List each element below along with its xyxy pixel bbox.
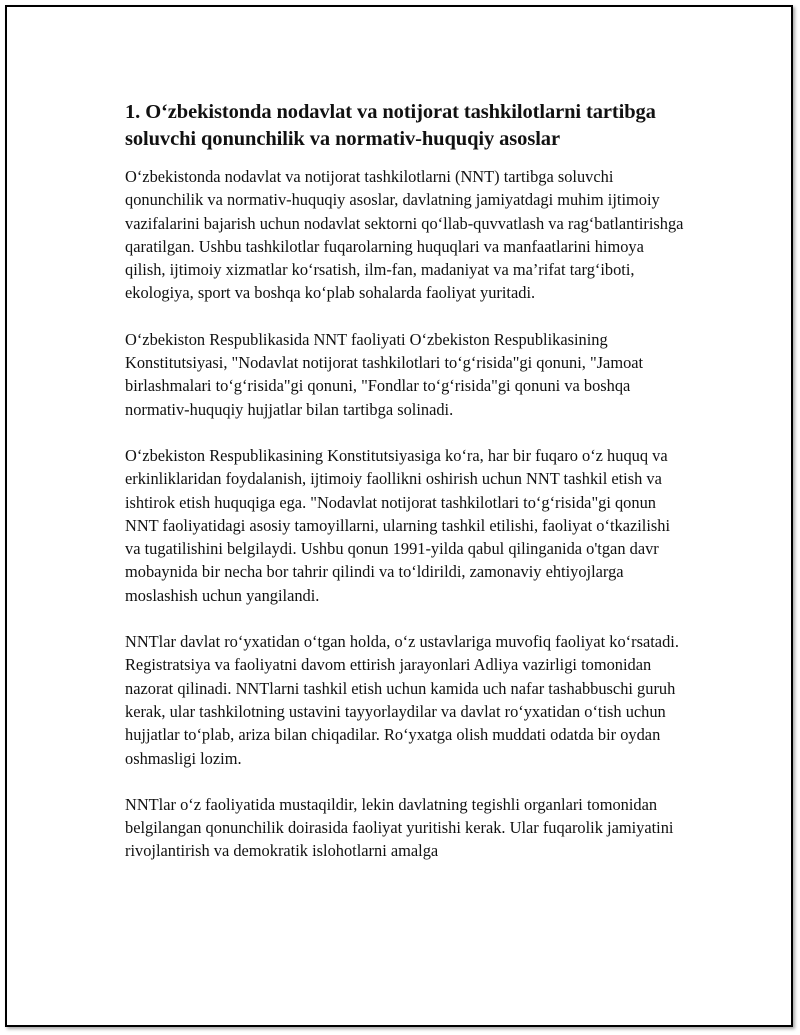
paragraph-1: O‘zbekistonda nodavlat va notijorat tashkilotlarni (NNT) tartibga soluvchi qonunchilik va normativ-huquqiy asoslar, davlatning jamiyatdagi muhim ijtimoiy vazifalarini bajarish uchun nodavlat sektorni qo‘llab-quvvatlash va rag‘batlantirishga qaratilgan. Ushbu tashkilotlar fuqarolarning huquqlari va manfaatlarini himoya qilish, ijtimoiy xizmatlar ko‘rsatish, ilm-fan, madaniyat va ma’rifat targ‘iboti, ekologiya, sport va boshqa ko‘plab sohalarda faoliyat yuritadi. <box>125 167 684 303</box>
paragraph-2: O‘zbekiston Respublikasida NNT faoliyati O‘zbekiston Respublikasining Konstitutsiyasi, "Nodavlat notijorat tashkilotlari to‘g‘risida"gi qonuni, "Jamoat birlashmalari to‘g‘risida"gi qonuni, "Fondlar to‘g‘risida"gi qonuni va boshqa normativ-huquqiy hujjatlar bilan tartibga solinadi. <box>125 329 644 419</box>
document-page <box>5 5 793 1027</box>
document-body <box>125 99 685 886</box>
section-heading: 1. O‘zbekistonda nodavlat va notijorat tashkilotlarni tartibga soluvchi qonunchilik va normativ-huquqiy asoslar <box>125 101 656 150</box>
paragraph-4: NNTlar davlat ro‘yxatidan o‘tgan holda, o‘z ustavlariga muvofiq faoliyat ko‘rsatadi. Registratsiya va faoliyatni davom ettirish jarayonlari Adliya vazirligi tomonidan nazorat qilinadi. NNTlarni tashkil etish uchun kamida uch nafar tashabbuschi guruh kerak, ular tashkilotning ustavini tayyorlaydilar va davlat ro‘yxatidan o‘tish uchun hujjatlar to‘plab, ariza bilan chiqadilar. Ro‘yxatga olish muddati odatda bir oydan oshmasligi lozim. <box>125 632 679 768</box>
paragraph-5: NNTlar o‘z faoliyatida mustaqildir, lekin davlatning tegishli organlari tomonidan belgilangan qonunchilik doirasida faoliyat yuritishi kerak. Ular fuqarolik jamiyatini rivojlantirish va demokratik islohotlarni amalga <box>125 794 674 861</box>
paragraph-3: O‘zbekiston Respublikasining Konstitutsiyasiga ko‘ra, har bir fuqaro o‘z huquq va erkinliklaridan foydalanish, ijtimoiy faollikni oshirish uchun NNT tashkil etish va ishtirok etish huquqiga ega. "Nodavlat notijorat tashkilotlari to‘g‘risida"gi qonun NNT faoliyatidagi asosiy tamoyillarni, ularning tashkil etilishi, faoliyat o‘tkazilishi va tugatilishini belgilaydi. Ushbu qonun 1991-yilda qabul qilinganida o'tgan davr mobaynida bir necha bor tahrir qilindi va to‘ldirildi, zamonaviy ehtiyojlarga moslashish uchun yangilandi. <box>125 445 671 605</box>
